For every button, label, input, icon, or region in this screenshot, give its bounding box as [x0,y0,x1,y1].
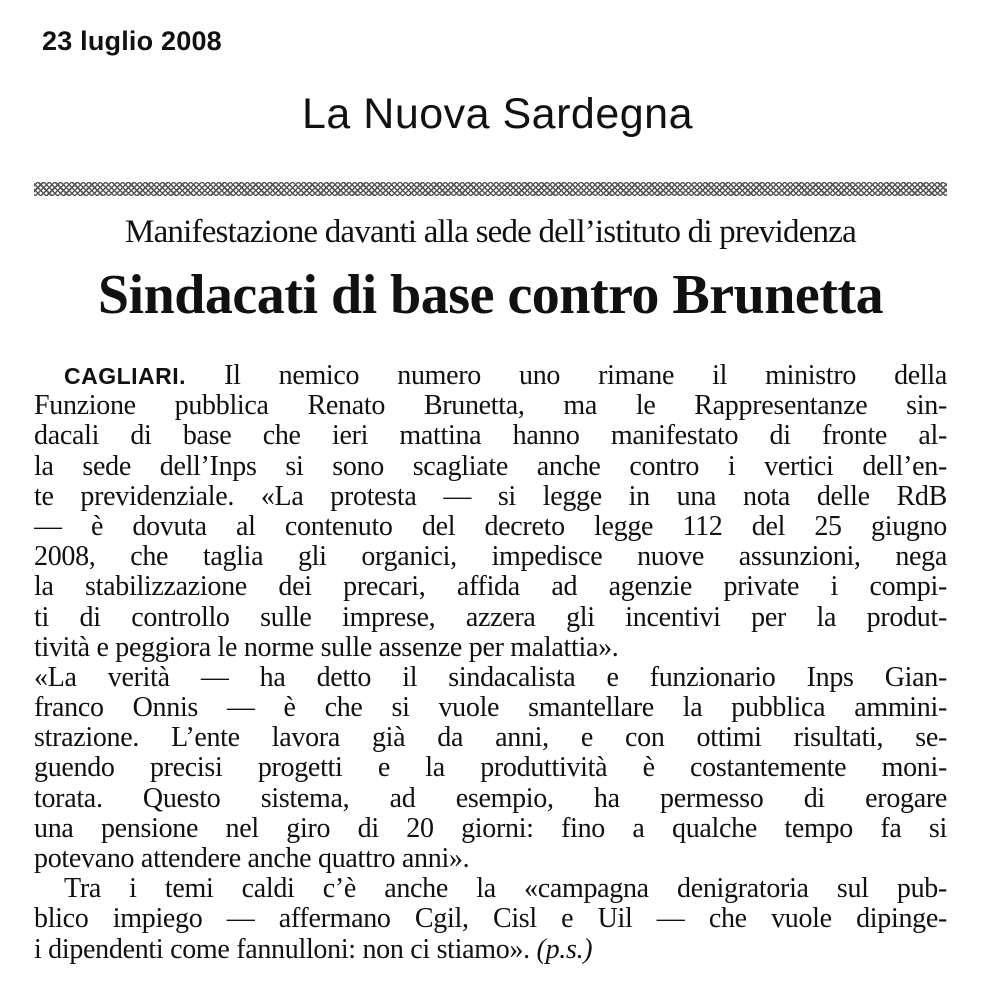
article-line: strazione. L’ente lavora già da anni, e con ottimi risultati, se- [34,723,947,754]
author-signature: (p.s.) [536,934,593,965]
article-line: una pensione nel giro di 20 giorni: fino a qualche tempo fa si [34,813,947,844]
publication-date: 23 luglio 2008 [42,26,222,56]
article-line: blico impiego — affermano Cgil, Cisl e Uil — che vuole dipinge- [34,904,947,935]
article-dateline: CAGLIARI. [64,363,187,389]
article-line: torata. Questo sistema, ad esempio, ha permesso di erogare [34,783,947,814]
article-body [34,361,947,965]
article-line: Funzione pubblica Renato Brunetta, ma le Rappresentanze sin- [34,391,947,422]
article-line: «La verità — ha detto il sindacalista e funzionario Inps Gian- [34,662,947,693]
article-line: i dipendenti come fannulloni: non ci stiamo». (p.s.) [34,934,593,965]
article-line: tività e peggiora le norme sulle assenze per malattia». [34,632,619,663]
article-line: ti di controllo sulle imprese, azzera gli incentivi per la produt- [34,602,947,633]
article-line: potevano attendere anche quattro anni». [34,844,470,874]
article-kicker: Manifestazione davanti alla sede dell’istituto di previdenza [125,214,856,250]
article-line: guendo precisi progetti e la produttività è costantemente moni- [34,753,947,784]
article-line: te previdenziale. «La protesta — si legge in una nota delle RdB [34,481,947,512]
article-line: CAGLIARI. Il nemico numero uno rimane il ministro della [34,361,947,391]
article-line: 2008, che taglia gli organici, impedisce nuove assunzioni, nega [34,542,947,573]
article-line: la stabilizzazione dei precari, affida ad agenzie private i compi- [34,572,947,603]
article-line: la sede dell’Inps si sono scagliate anche contro i vertici dell’en- [34,451,947,482]
article-line: — è dovuta al contenuto del decreto legge 112 del 25 giugno [34,511,947,542]
article-line: dacali di base che ieri mattina hanno manifestato di fronte al- [34,421,947,452]
newspaper-masthead: La Nuova Sardegna [301,90,693,138]
article-line: franco Onnis — è che si vuole smantellare la pubblica ammini- [34,693,947,724]
article-headline: Sindacati di base contro Brunetta [97,264,884,326]
article-line: Tra i temi caldi c’è anche la «campagna denigratoria sul pub- [64,874,947,905]
decorative-rule [34,182,947,196]
